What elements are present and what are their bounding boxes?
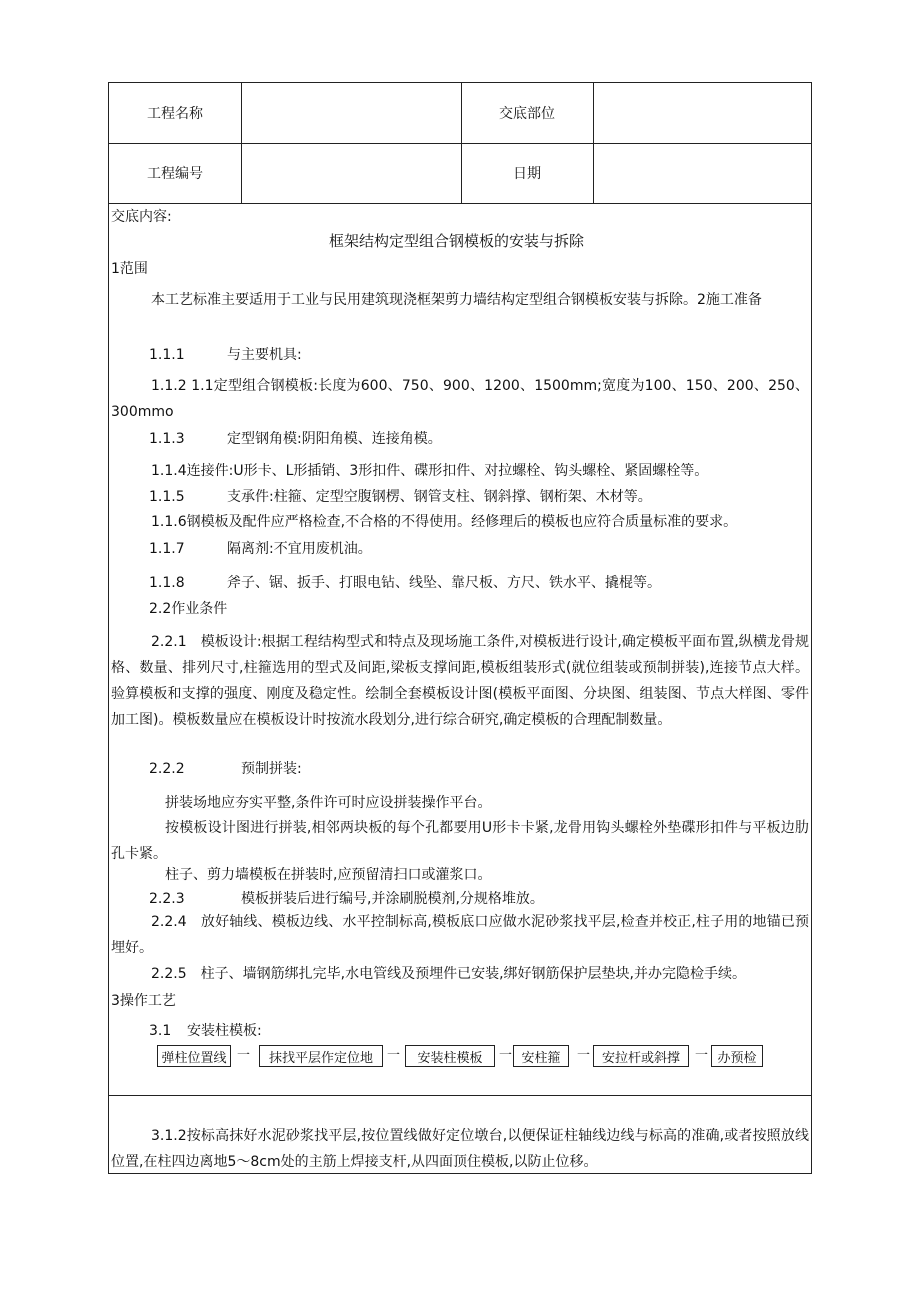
item-2-2-2-text: 预制拼装: — [241, 761, 302, 777]
section-2-2-title: 2.2作业条件 — [149, 601, 228, 617]
project-no-label: 工程编号 — [147, 166, 203, 182]
item-1-1-2: 1.1.2 1.1定型组合钢模板:长度为600、750、900、1200、1500mm;宽度为100、150、200、250、300mmo — [111, 378, 809, 420]
flow-step-4: 安柱箍 — [513, 1045, 569, 1067]
prefab-para-b: 按模板设计图进行拼装,相邻两块板的每个孔都要用U形卡卡紧,龙骨用钩头螺栓外垫碟形扣件与平板边肋孔卡紧。 — [111, 820, 809, 862]
flow-arrow-4: 一 — [577, 1048, 591, 1063]
item-2-2-3-no: 2.2.3 — [149, 891, 185, 907]
item-2-2-3-text: 模板拼装后进行编号,并涂刷脱模剂,分规格堆放。 — [241, 891, 544, 907]
item-1-1-3-no: 1.1.3 — [149, 431, 185, 447]
flow-step-2: 抹找平层作定位地 — [259, 1045, 383, 1067]
section-1-title: 1范围 — [111, 261, 148, 277]
item-3-1-text: 安装柱模板: — [187, 1023, 262, 1039]
date-label: 日期 — [513, 166, 541, 182]
item-2-2-2-no: 2.2.2 — [149, 761, 185, 777]
item-1-1-5-no: 1.1.5 — [149, 489, 185, 505]
item-3-1-no: 3.1 — [149, 1023, 172, 1039]
row-divider — [109, 203, 811, 204]
flow-step-3: 安装柱模板 — [405, 1045, 495, 1067]
item-2-2-1: 2.2.1 模板设计:根据工程结构型式和特点及现场施工条件,对模板进行设计,确定模板平面布置,纵横龙骨规格、数量、排列尺寸,柱箍选用的型式及间距,梁板支撑间距,模板组装形式(就位组装或预制拼装),连接节点大样。验算模板和支撑的强度、刚度及稳定性。绘制全套模板设计图(模板平面图、分块图、组装图、节点大样图、零件加工图)。模板数量应在模板设计时按流水段划分,进行综合研究,确定模板的合理配制数量。 — [111, 634, 809, 728]
document-title: 框架结构定型组合钢模板的安装与拆除 — [329, 232, 585, 250]
section-3-title: 3操作工艺 — [111, 993, 176, 1009]
item-1-1-8-text: 斧子、锯、扳手、打眼电钻、线坠、靠尺板、方尺、铁水平、撬棍等。 — [227, 575, 661, 591]
project-no-value[interactable] — [241, 143, 461, 203]
project-name-value[interactable] — [241, 83, 461, 143]
flow-arrow-3: 一 — [499, 1048, 513, 1063]
row-divider — [109, 1095, 811, 1096]
disclosure-form — [108, 82, 812, 1174]
item-1-1-6: 1.1.6钢模板及配件应严格检查,不合格的不得使用。经修理后的模板也应符合质量标准的要求。 — [151, 514, 738, 530]
item-1-1-1-text: 与主要机具: — [227, 347, 302, 363]
flow-step-1: 弹柱位置线 — [157, 1045, 231, 1067]
location-label: 交底部位 — [499, 106, 555, 122]
flow-step-6: 办预检 — [711, 1045, 763, 1067]
content-label: 交底内容: — [111, 209, 172, 225]
item-2-2-5: 2.2.5 柱子、墙钢筋绑扎完毕,水电管线及预埋件已安装,绑好钢筋保护层垫块,并办完隐检手续。 — [151, 966, 746, 982]
section-1-body: 本工艺标准主要适用于工业与民用建筑现浇框架剪力墙结构定型组合钢模板安装与拆除。2施工准备 — [151, 292, 762, 308]
item-2-2-4: 2.2.4 放好轴线、模板边线、水平控制标高,模板底口应做水泥砂浆找平层,检查并校正,柱子用的地锚已预埋好。 — [111, 914, 809, 956]
prefab-para-a: 拼装场地应夯实平整,条件许可时应设拼装操作平台。 — [165, 795, 492, 811]
prefab-para-c: 柱子、剪力墙模板在拼装时,应预留清扫口或灌浆口。 — [165, 867, 492, 883]
item-1-1-4: 1.1.4连接件:U形卡、L形插销、3形扣件、碟形扣件、对拉螺栓、钩头螺栓、紧固螺栓等。 — [151, 463, 709, 479]
item-1-1-7-no: 1.1.7 — [149, 541, 185, 557]
item-1-1-3-text: 定型钢角模:阴阳角模、连接角模。 — [227, 431, 442, 447]
project-name-label: 工程名称 — [147, 106, 203, 122]
flow-arrow-2: 一 — [387, 1048, 401, 1063]
item-1-1-5-text: 支承件:柱箍、定型空腹钢楞、钢管支柱、钢斜撑、钢桁架、木材等。 — [227, 489, 652, 505]
flow-step-5: 安拉杆或斜撑 — [593, 1045, 689, 1067]
item-1-1-8-no: 1.1.8 — [149, 575, 185, 591]
flow-arrow-1: 一 — [237, 1048, 251, 1063]
item-3-1-2: 3.1.2按标高抹好水泥砂浆找平层,按位置线做好定位墩台,以便保证柱轴线边线与标高的准确,或者按照放线位置,在柱四边离地5～8cm处的主筋上焊接支杆,从四面顶住模板,以防止位移。 — [111, 1128, 809, 1170]
flow-arrow-5: 一 — [695, 1048, 709, 1063]
item-1-1-7-text: 隔离剂:不宜用废机油。 — [227, 541, 372, 557]
date-value[interactable] — [593, 143, 811, 203]
location-value[interactable] — [593, 83, 811, 143]
item-1-1-1-no: 1.1.1 — [149, 347, 185, 363]
